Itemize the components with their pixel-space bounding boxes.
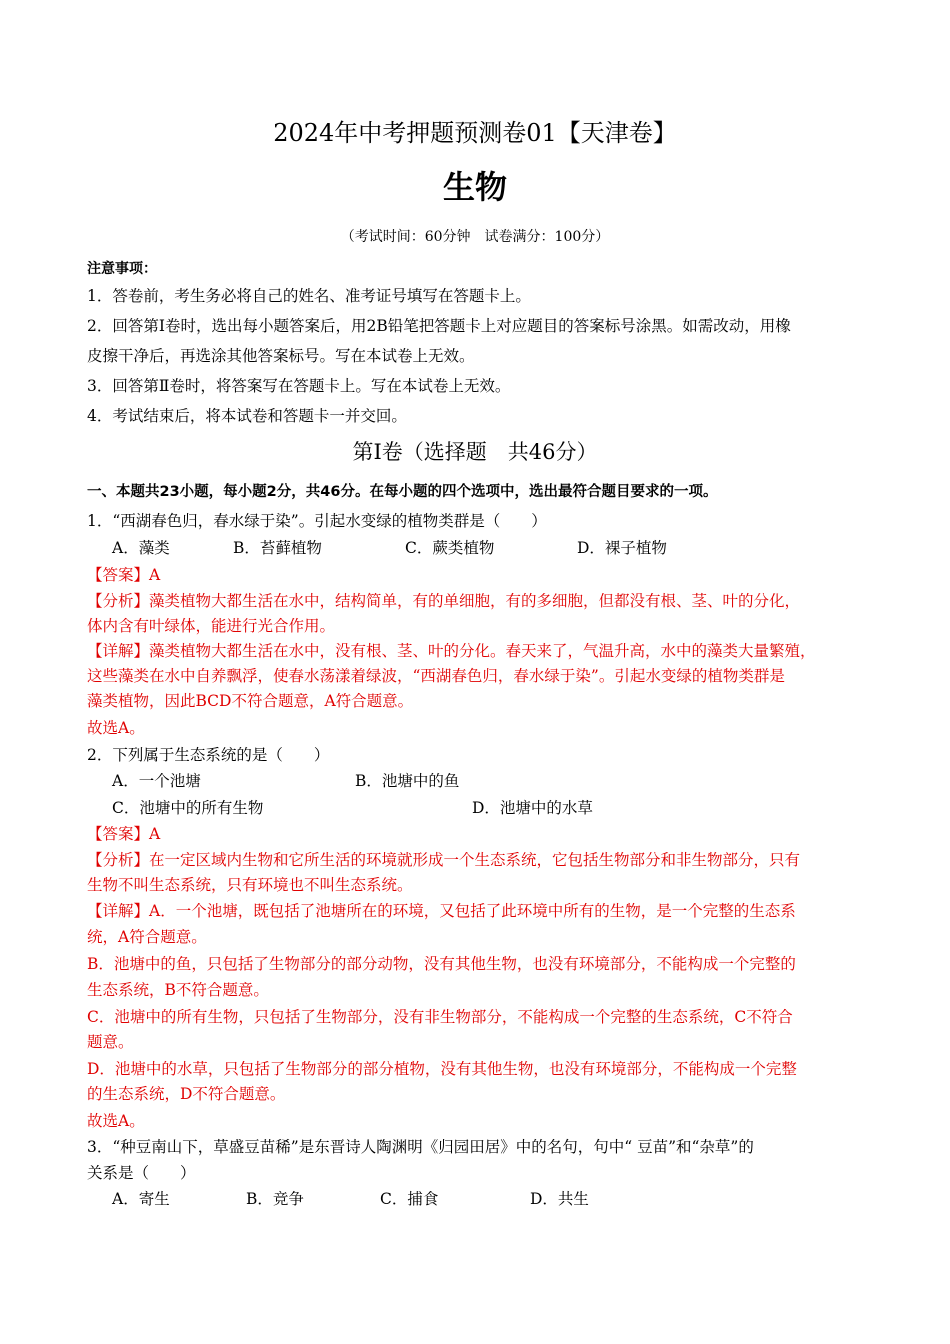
detail-line: 题意。	[87, 1033, 134, 1051]
notice-item: 4．考试结束后，将本试卷和答题卡一并交回。	[87, 407, 407, 425]
exam-title: 2024年中考押题预测卷01【天津卷】	[273, 119, 677, 147]
detail-line: 藻类植物，因此BCD不符合题意，A符合题意。	[87, 692, 414, 710]
answer: 【答案】A	[87, 825, 161, 843]
detail-line: 【详解】藻类植物大都生活在水中，没有根、茎、叶的分化。春天来了，气温升高，水中的藻类大量繁殖，	[87, 642, 816, 660]
question-stem: 1．“西湖春色归，春水绿于染”。引起水变绿的植物类群是（ ）	[87, 512, 547, 530]
detail-line: 故选A。	[87, 1112, 145, 1130]
analysis-line: 生物不叫生态系统，只有环境也不叫生态系统。	[87, 876, 413, 894]
notice-item: 皮擦干净后，再选涂其他答案标号。写在本试卷上无效。	[87, 347, 475, 365]
detail-line: 的生态系统，D不符合题意。	[87, 1085, 286, 1103]
question-stem: 关系是（ ）	[87, 1164, 196, 1182]
analysis-line: 体内含有叶绿体，能进行光合作用。	[87, 617, 336, 635]
question-stem: 3．“种豆南山下，草盛豆苗稀”是东晋诗人陶渊明《归园田居》中的名句，句中“ 豆苗”和“杂草”的	[87, 1138, 754, 1156]
detail-line: 这些藻类在水中自养飘浮，使春水荡漾着绿波，“西湖春色归，春水绿于染”。引起水变绿的植物类群是	[87, 667, 785, 685]
option-c: C．蕨类植物	[405, 539, 495, 557]
notice-item: 2．回答第Ⅰ卷时，选出每小题答案后，用2B铅笔把答题卡上对应题目的答案标号涂黑。如需改动，用橡	[87, 317, 791, 335]
question-stem: 2．下列属于生态系统的是（ ）	[87, 746, 330, 764]
notice-item: 3．回答第Ⅱ卷时，将答案写在答题卡上。写在本试卷上无效。	[87, 377, 511, 395]
analysis-line: 【分析】在一定区域内生物和它所生活的环境就形成一个生态系统，它包括生物部分和非生物部分，只有	[87, 851, 801, 869]
detail-line: D．池塘中的水草，只包括了生物部分的部分植物，没有其他生物，也没有环境部分，不能构成一个完整	[87, 1060, 797, 1078]
answer: 【答案】A	[87, 566, 161, 584]
detail-line: 故选A。	[87, 719, 145, 737]
option-b: B．池塘中的鱼	[355, 772, 460, 790]
detail-line: 【详解】A．一个池塘，既包括了池塘所在的环境，又包括了此环境中所有的生物，是一个完整的生态系	[87, 902, 796, 920]
analysis-line: 【分析】藻类植物大都生活在水中，结构简单，有的单细胞，有的多细胞，但都没有根、茎、叶的分化，	[87, 592, 801, 610]
detail-line: B．池塘中的鱼，只包括了生物部分的部分动物，没有其他生物，也没有环境部分，不能构成一个完整的	[87, 955, 796, 973]
option-d: D．裸子植物	[577, 539, 667, 557]
option-c: C．捕食	[380, 1190, 439, 1208]
section-instruction: 一、本题共23小题，每小题2分，共46分。在每小题的四个选项中，选出最符合题目要求的一项。	[87, 484, 718, 500]
option-b: B．苔藓植物	[233, 539, 322, 557]
detail-line: C．池塘中的所有生物，只包括了生物部分，没有非生物部分，不能构成一个完整的生态系统，C不符合	[87, 1008, 793, 1026]
option-c: C．池塘中的所有生物	[112, 799, 264, 817]
subject-title: 生物	[442, 168, 507, 206]
option-a: A．寄生	[112, 1190, 170, 1208]
exam-meta: （考试时间：60分钟 试卷满分：100分）	[340, 229, 610, 245]
option-b: B．竞争	[246, 1190, 304, 1208]
detail-line: 统，A符合题意。	[87, 928, 207, 946]
detail-line: 生态系统，B不符合题意。	[87, 981, 269, 999]
option-d: D．共生	[530, 1190, 589, 1208]
option-a: A．藻类	[112, 539, 170, 557]
option-a: A．一个池塘	[112, 772, 201, 790]
notice-item: 1．答卷前，考生务必将自己的姓名、准考证号填写在答题卡上。	[87, 287, 531, 305]
section-title: 第Ⅰ卷（选择题 共46分）	[352, 440, 598, 464]
option-d: D．池塘中的水草	[472, 799, 593, 817]
notice-heading: 注意事项：	[87, 261, 157, 277]
